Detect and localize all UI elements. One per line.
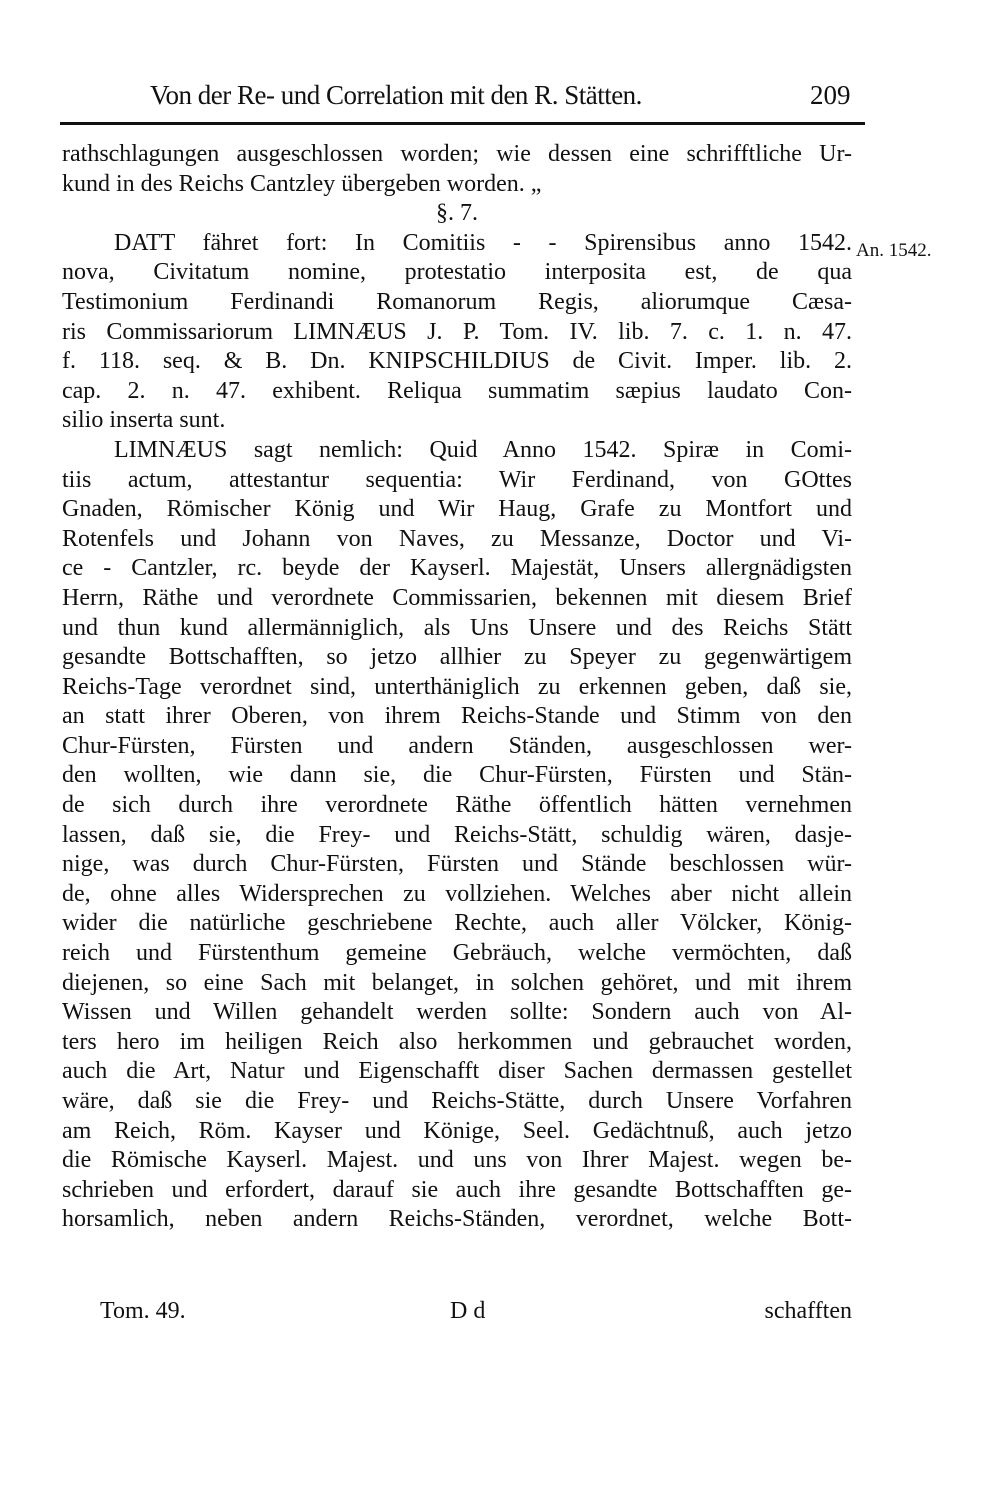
gathering-mark: D d — [450, 1298, 486, 1324]
text-line: cap. 2. n. 47. exhibent. Reliqua summatim sæpius laudato Con- — [62, 377, 852, 404]
text-line: an statt ihrer Oberen, von ihrem Reichs-Stande und Stimm von den — [62, 703, 852, 730]
text-line: DATT fähret fort: In Comitiis - - Spirensibus anno 1542. — [114, 229, 852, 256]
text-line: die Römische Kayserl. Majest. und uns von Ihrer Majest. wegen be- — [62, 1147, 852, 1174]
text-line: rathschlagungen ausgeschlossen worden; wie dessen eine schrifftliche Ur- — [62, 141, 852, 167]
text-line: ters hero im heiligen Reich also herkommen und gebrauchet worden, — [62, 1028, 852, 1055]
text-line: auch die Art, Natur und Eigenschafft diser Sachen dermassen gestellet — [62, 1058, 852, 1085]
text-line: diejenen, so eine Sach mit belanget, in solchen gehöret, und mit ihrem — [62, 969, 852, 996]
running-title: Von der Re- und Correlation mit den R. Stätten. — [150, 80, 642, 110]
header-rule — [60, 122, 865, 125]
text-line: Rotenfels und Johann von Naves, zu Messanze, Doctor und Vi- — [62, 525, 852, 552]
text-line: de, ohne alles Widersprechen zu vollziehen. Welches aber nicht allein — [62, 880, 852, 907]
text-line: schrieben und erfordert, darauf sie auch ihre gesandte Bottschafften ge- — [62, 1176, 852, 1203]
text-line: f. 118. seq. & B. Dn. KNIPSCHILDIUS de Civit. Imper. lib. 2. — [62, 348, 852, 375]
catchword: schafften — [764, 1298, 852, 1324]
text-line: tiis actum, attestantur sequentia: Wir Ferdinand, von GOttes — [62, 466, 852, 493]
section-heading: §. 7. — [436, 200, 478, 227]
text-line: horsamlich, neben andern Reichs-Ständen, verordnet, welche Bott- — [62, 1206, 852, 1233]
text-line: nige, was durch Chur-Fürsten, Fürsten und Stände beschlossen wür- — [62, 851, 852, 878]
text-line: ce - Cantzler, rc. beyde der Kayserl. Majestät, Unsers allergnädigsten — [62, 555, 852, 582]
margin-note: An. 1542. — [856, 240, 932, 261]
text-line: Chur-Fürsten, Fürsten und andern Ständen, ausgeschlossen wer- — [62, 732, 852, 759]
text-line: nova, Civitatum nomine, protestatio interposita est, de qua — [62, 259, 852, 286]
text-line: Reichs-Tage verordnet sind, unterthäniglich zu erkennen geben, daß sie, — [62, 673, 852, 700]
page-number: 209 — [810, 80, 851, 110]
text-line: silio inserta sunt. — [62, 407, 226, 434]
text-line: lassen, daß sie, die Frey- und Reichs-Stätt, schuldig wären, dasje- — [62, 821, 852, 848]
text-line: wäre, daß sie die Frey- und Reichs-Stätte, durch Unsere Vorfahren — [62, 1088, 852, 1114]
text-line: de sich durch ihre verordnete Räthe öffentlich hätten vernehmen — [62, 792, 852, 819]
signature-mark: Tom. 49. — [100, 1298, 186, 1324]
page-body — [62, 140, 852, 1235]
text-line: ris Commissariorum LIMNÆUS J. P. Tom. IV. lib. 7. c. 1. n. 47. — [62, 318, 852, 345]
text-line: LIMNÆUS sagt nemlich: Quid Anno 1542. Spiræ in Comi- — [114, 436, 852, 463]
text-line: den wollten, wie dann sie, die Chur-Fürsten, Fürsten und Stän- — [62, 762, 852, 789]
text-line: Wissen und Willen gehandelt werden sollte: Sondern auch von Al- — [62, 999, 852, 1026]
text-line: wider die natürliche geschriebene Rechte, auch aller Völcker, König- — [62, 910, 852, 937]
text-line: Herrn, Räthe und verordnete Commissarien, bekennen mit diesem Brief — [62, 584, 852, 611]
text-line: Gnaden, Römischer König und Wir Haug, Grafe zu Montfort und — [62, 496, 852, 523]
running-header — [150, 80, 870, 116]
page-footer — [100, 1298, 852, 1330]
text-line: reich und Fürstenthum gemeine Gebräuch, welche vermöchten, daß — [62, 940, 852, 967]
text-line: und thun kund allermänniglich, als Uns Unsere und des Reichs Stätt — [62, 614, 852, 641]
text-line: Testimonium Ferdinandi Romanorum Regis, aliorumque Cæsa- — [62, 288, 852, 315]
text-line: kund in des Reichs Cantzley übergeben worden. „ — [62, 170, 542, 197]
text-line: am Reich, Röm. Kayser und Könige, Seel. Gedächtnuß, auch jetzo — [62, 1117, 852, 1144]
text-line: gesandte Bottschafften, so jetzo allhier zu Speyer zu gegenwärtigem — [62, 644, 852, 671]
